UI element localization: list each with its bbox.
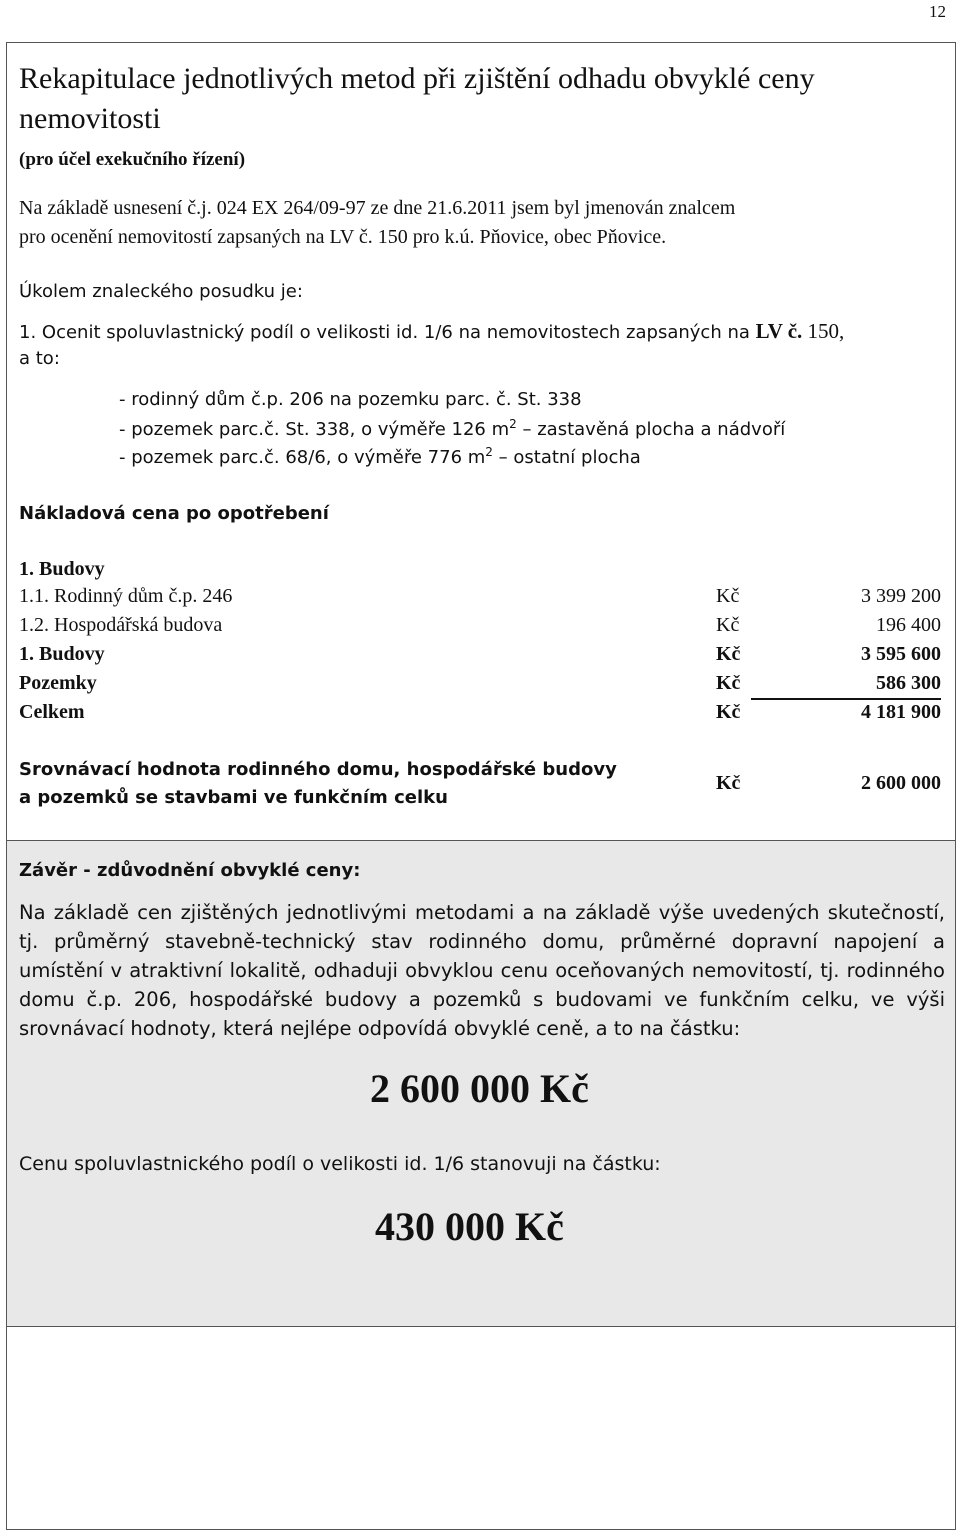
row-currency: Kč (716, 614, 740, 636)
share-amount: 430 000 Kč (375, 1204, 564, 1249)
property-item-2-sup: 2 (509, 417, 517, 431)
row-currency: Kč (716, 701, 741, 723)
page-number: 12 (929, 2, 946, 21)
property-item-3-sup: 2 (485, 445, 493, 459)
page-title: Rekapitulace jednotlivých metod při zjištění odhadu obvyklé ceny nemovitosti (19, 62, 815, 135)
property-item-1-text: - rodinný dům č.p. 206 na pozemku parc. č. St. 338 (119, 389, 582, 410)
share-text: Cenu spoluvlastnického podíl o velikosti id. 1/6 stanovuji na částku: (19, 1153, 661, 1175)
row-value: 3 399 200 (861, 585, 941, 607)
row-label: 1.1. Rodinný dům č.p. 246 (19, 585, 233, 607)
table-row (19, 614, 941, 643)
summary-section (7, 43, 955, 840)
comparative-label-2: a pozemků se stavbami ve funkčním celku (19, 787, 448, 808)
comparative-label-1: Srovnávací hodnota rodinného domu, hospodářské budovy (19, 759, 617, 780)
comparative-value: 2 600 000 (861, 772, 941, 794)
property-item-3 (119, 445, 641, 468)
row-currency: Kč (716, 672, 741, 694)
row-value: 586 300 (876, 672, 941, 694)
property-item-2-rest: – zastavěná plocha a nádvoří (516, 419, 786, 440)
row-value: 3 595 600 (861, 643, 941, 665)
intro-line-1: Na základě usnesení č.j. 024 EX 264/09-97 ze dne 21.6.2011 jsem byl jmenován znalcem (19, 197, 736, 219)
table-row (19, 643, 941, 672)
sum-underline (751, 698, 941, 700)
conclusion-text: Na základě cen zjištěných jednotlivými metodami a na základě výše uvedených skutečností, tj. průměrný stavebně-technický stav rodinného domu, průměrné dopravní napojení a umístění v atraktivní lokalitě, odhaduji obvyklou cenu oceňovaných nemovitostí, tj. rodinného domu č.p. 206, hospodářské budovy a pozemků s budovami ve funkčním celku, ve výši srovnávací hodnoty, která nejlépe odpovídá obvyklé ceně, a to na částku: (19, 901, 945, 1040)
property-item-1 (119, 389, 582, 410)
task-line-1-text: 1. Ocenit spoluvlastnický podíl o velikosti id. 1/6 na nemovitostech zapsaných na (19, 322, 756, 343)
property-item-2 (119, 417, 785, 440)
document-frame (6, 42, 956, 1530)
table-row (19, 585, 941, 614)
row-label: 1. Budovy (19, 643, 105, 665)
task-line-1-number: 150, (802, 319, 845, 343)
row-label: 1.2. Hospodářská budova (19, 614, 223, 636)
task-line-1-lv: LV č. (755, 319, 803, 343)
row-label: Pozemky (19, 672, 97, 694)
conclusion-heading: Závěr - zdůvodnění obvyklé ceny: (19, 860, 361, 881)
row-label: Celkem (19, 701, 85, 723)
page-subtitle: (pro účel exekučního řízení) (19, 149, 246, 170)
total-amount: 2 600 000 Kč (370, 1066, 589, 1111)
task-heading: Úkolem znaleckého posudku je: (19, 281, 303, 302)
property-item-3-rest: – ostatní plocha (492, 447, 641, 468)
table-row (19, 701, 941, 730)
task-line-2: a to: (19, 348, 60, 369)
row-value: 196 400 (876, 614, 941, 636)
row-value: 4 181 900 (861, 701, 941, 723)
property-item-3-text: - pozemek parc.č. 68/6, o výměře 776 m (119, 447, 486, 468)
conclusion-section (7, 840, 955, 1327)
buildings-heading: 1. Budovy (19, 558, 105, 580)
task-line-1 (19, 319, 844, 344)
comparative-row (19, 772, 941, 801)
intro-line-2: pro ocenění nemovitostí zapsaných na LV č. 150 pro k.ú. Pňovice, obec Pňovice. (19, 226, 667, 248)
cost-heading: Nákladová cena po opotřebení (19, 503, 329, 524)
row-currency: Kč (716, 585, 740, 607)
row-currency: Kč (716, 643, 741, 665)
comparative-currency: Kč (716, 772, 741, 794)
table-row (19, 672, 941, 701)
property-item-2-text: - pozemek parc.č. St. 338, o výměře 126 m (119, 419, 510, 440)
